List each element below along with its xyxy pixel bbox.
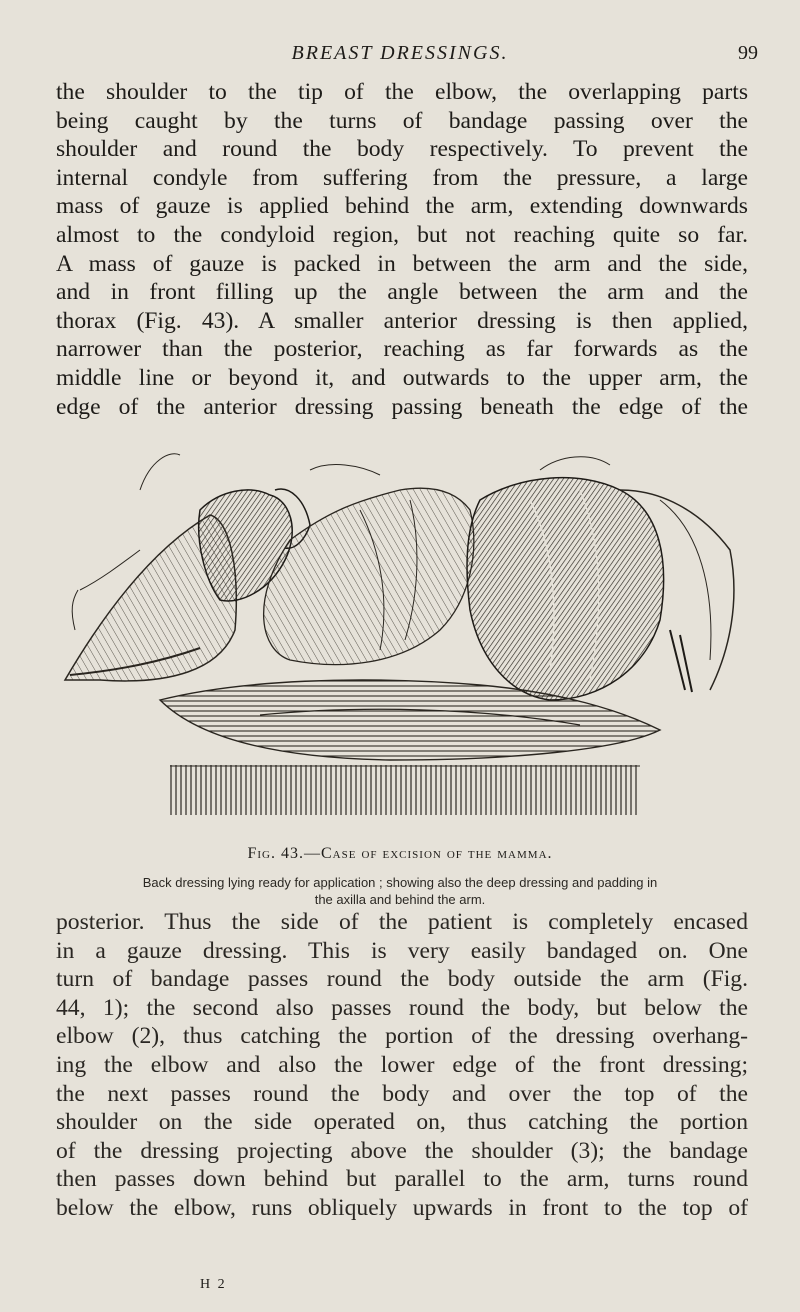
text-line: the next passes round the body and over the top of the bbox=[56, 1080, 748, 1107]
text-line: the shoulder to the tip of the elbow, the overlapping parts bbox=[56, 79, 748, 105]
text-line: of the dressing projecting above the shoulder (3); the bandage bbox=[56, 1137, 748, 1164]
caption-line: the axilla and behind the arm. bbox=[314, 892, 486, 907]
text-line: almost to the condyloid region, but not reaching quite so far. bbox=[56, 221, 748, 248]
text-line: middle line or beyond it, and outwards to the upper arm, the bbox=[56, 364, 748, 391]
text-line: elbow (2), thus catching the portion of the dressing overhang- bbox=[56, 1023, 748, 1050]
text-line: 44, 1); the second also passes round the body, but below the bbox=[56, 994, 748, 1021]
paragraph-1 bbox=[56, 78, 748, 421]
text-line: turn of bandage passes round the body outside the arm (Fig. bbox=[56, 966, 748, 993]
figure-illustration bbox=[60, 430, 750, 834]
text-line: shoulder on the side operated on, thus catching the portion bbox=[56, 1109, 748, 1136]
text-line: internal condyle from suffering from the pressure, a large bbox=[56, 164, 748, 191]
text-line: A mass of gauze is packed in between the arm and the side, bbox=[56, 250, 748, 277]
text-line: edge of the anterior dressing passing beneath the edge of the bbox=[56, 393, 748, 420]
figure-caption-description bbox=[100, 874, 700, 908]
running-title: BREAST DRESSINGS. bbox=[291, 42, 509, 64]
page-number: 99 bbox=[738, 42, 758, 64]
text-line: mass of gauze is applied behind the arm, extending downwards bbox=[56, 193, 748, 220]
text-line: thorax (Fig. 43). A smaller anterior dressing is then applied, bbox=[56, 307, 748, 334]
text-line: in a gauze dressing. This is very easily bandaged on. One bbox=[56, 937, 748, 964]
text-line: below the elbow, runs obliquely upwards in front to the top of bbox=[56, 1194, 748, 1221]
text-line: then passes down behind but parallel to the arm, turns round bbox=[56, 1166, 748, 1193]
figure-caption-title: Fig. 43.—Case of excision of the mamma. bbox=[247, 845, 553, 862]
signature-mark: H 2 bbox=[200, 1277, 227, 1292]
paragraph-2 bbox=[56, 908, 748, 1223]
text-line: posterior. Thus the side of the patient is completely encased bbox=[56, 909, 748, 935]
caption-line: Back dressing lying ready for application ; showing also the deep dressing and padding in bbox=[142, 875, 658, 890]
running-head bbox=[0, 40, 800, 70]
text-line: shoulder and round the body respectively. To prevent the bbox=[56, 136, 748, 163]
engraving-illustration bbox=[60, 430, 750, 834]
text-line: narrower than the posterior, reaching as far forwards as the bbox=[56, 336, 748, 363]
text-line: and in front filling up the angle between the arm and the bbox=[56, 279, 748, 306]
text-line: ing the elbow and also the lower edge of the front dressing; bbox=[56, 1051, 748, 1078]
text-line: being caught by the turns of bandage passing over the bbox=[56, 107, 748, 134]
